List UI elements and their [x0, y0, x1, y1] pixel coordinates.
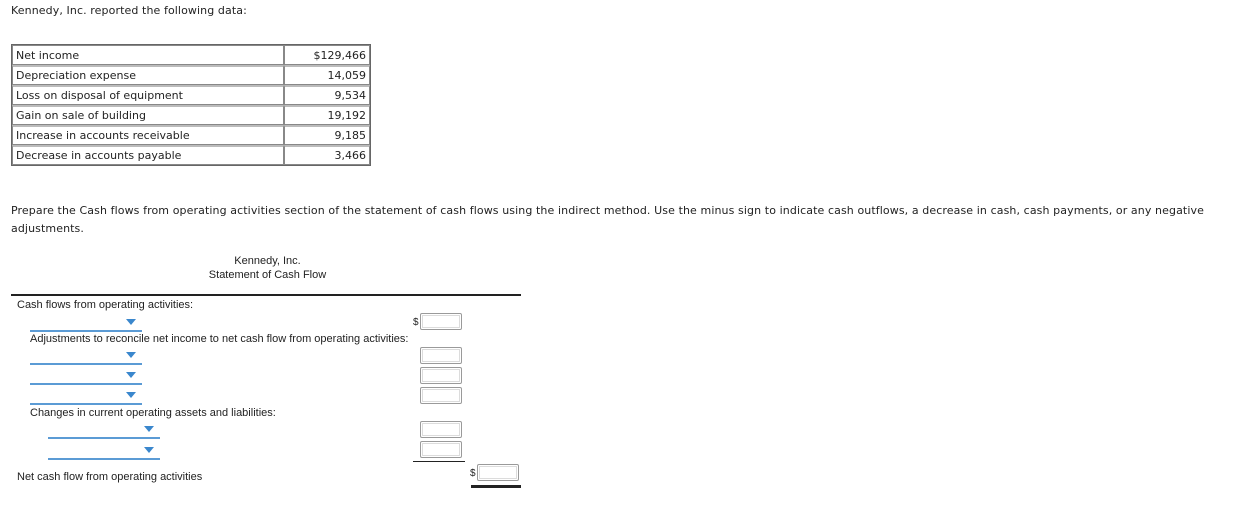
chevron-down-icon — [126, 372, 136, 378]
row-label: Increase in accounts receivable — [12, 125, 284, 145]
row-value: 14,059 — [284, 65, 370, 85]
row-label: Depreciation expense — [12, 65, 284, 85]
amount-input-3[interactable] — [420, 367, 462, 384]
amount-input-1[interactable] — [420, 313, 462, 330]
given-data-table — [11, 44, 371, 166]
row-label: Decrease in accounts payable — [12, 145, 284, 165]
table-row — [12, 145, 370, 165]
line-item-select-3[interactable] — [30, 368, 142, 385]
table-row — [12, 65, 370, 85]
chevron-down-icon — [126, 319, 136, 325]
dollar-sign: $ — [413, 317, 419, 328]
row-value: $129,466 — [284, 45, 370, 65]
row-label: Gain on sale of building — [12, 105, 284, 125]
changes-heading: Changes in current operating assets and liabilities: — [30, 407, 276, 419]
row-value: 3,466 — [284, 145, 370, 165]
table-row — [12, 45, 370, 65]
intro-text: Kennedy, Inc. reported the following data: — [11, 4, 247, 17]
net-cash-flow-label: Net cash flow from operating activities — [17, 471, 203, 483]
row-label: Loss on disposal of equipment — [12, 85, 284, 105]
subtotal-rule — [413, 461, 465, 462]
amount-input-5[interactable] — [420, 421, 462, 438]
total-double-rule — [471, 485, 521, 488]
net-cash-flow-input[interactable] — [477, 464, 519, 481]
amount-input-2[interactable] — [420, 347, 462, 364]
statement-title: Statement of Cash Flow — [208, 269, 327, 281]
line-item-select-6[interactable] — [48, 443, 160, 460]
line-item-select-1[interactable] — [30, 315, 142, 332]
dollar-sign: $ — [470, 468, 476, 479]
table-row — [12, 105, 370, 125]
amount-input-6[interactable] — [420, 441, 462, 458]
operating-activities-heading: Cash flows from operating activities: — [17, 299, 194, 311]
amount-input-4[interactable] — [420, 387, 462, 404]
chevron-down-icon — [144, 426, 154, 432]
row-label: Net income — [12, 45, 284, 65]
line-item-select-2[interactable] — [30, 348, 142, 365]
line-item-select-4[interactable] — [30, 388, 142, 405]
chevron-down-icon — [126, 352, 136, 358]
table-row — [12, 125, 370, 145]
table-row — [12, 85, 370, 105]
row-value: 9,534 — [284, 85, 370, 105]
row-value: 9,185 — [284, 125, 370, 145]
chevron-down-icon — [126, 392, 136, 398]
company-name: Kennedy, Inc. — [234, 255, 301, 267]
line-item-select-5[interactable] — [48, 422, 160, 439]
chevron-down-icon — [144, 447, 154, 453]
row-value: 19,192 — [284, 105, 370, 125]
header-rule — [11, 294, 521, 296]
instructions-text: Prepare the Cash flows from operating activities section of the statement of cash flows using the indirect method. Use the minus sign to indicate cash outflows, a decrease in cash, cash payments, or any negative adjustments. — [11, 204, 1204, 235]
adjustments-heading: Adjustments to reconcile net income to net cash flow from operating activities: — [30, 333, 409, 345]
